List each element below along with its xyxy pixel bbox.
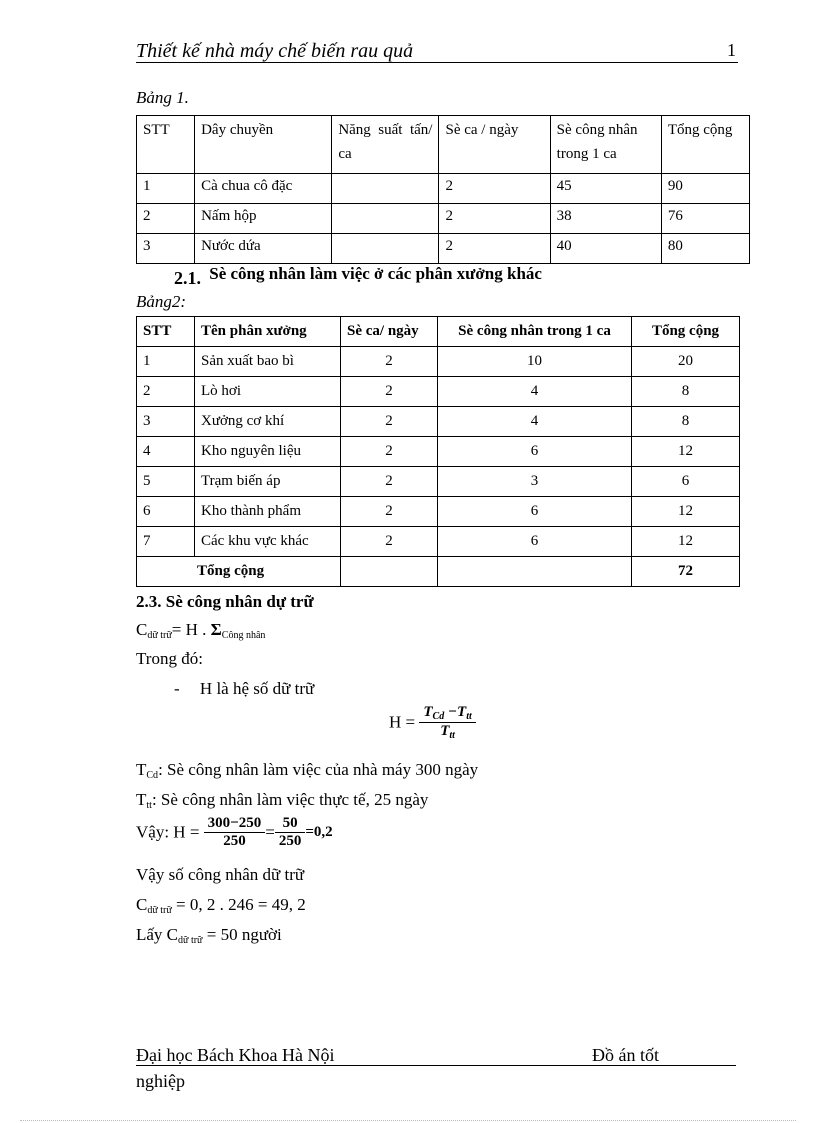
table-cell: 6 [137, 497, 195, 527]
table-cell: Kho thành phẩm [195, 497, 341, 527]
num-t-sub: Cd [432, 711, 445, 722]
lay-text: = 50 người [202, 925, 282, 944]
table-row [137, 437, 740, 467]
table2-total-row [137, 557, 740, 587]
table-cell: Xưởng cơ khí [195, 407, 341, 437]
table-cell: 2 [341, 467, 438, 497]
formula-eq: = H . [171, 620, 211, 639]
table-row [137, 234, 750, 264]
table-cell: 2 [341, 347, 438, 377]
table-cell: Nấm hộp [195, 204, 332, 234]
vay-so-line: Vậy số công nhân dữ trữ [136, 865, 305, 884]
table-cell: Sản xuất bao bì [195, 347, 341, 377]
table-cell: 3 [137, 234, 195, 264]
table-row [137, 407, 740, 437]
vay-eq: = [265, 822, 275, 842]
reserve-formula [136, 620, 265, 641]
table-cell: 6 [438, 497, 632, 527]
table-cell: 20 [632, 347, 740, 377]
vay-den-1: 250 [223, 833, 246, 849]
total-label: Tổng cộng [137, 557, 341, 587]
table-row [137, 204, 750, 234]
table2 [136, 316, 740, 587]
formula-c-sub: dữ trữ [147, 630, 172, 641]
table1-caption: Bảng 1. [136, 88, 189, 107]
h-numerator [419, 704, 475, 723]
table-cell: 4 [438, 377, 632, 407]
vay-formula [136, 815, 333, 850]
table-cell: 12 [632, 437, 740, 467]
tcd-sub: Cd [146, 770, 159, 781]
table1-header: STT [137, 116, 195, 174]
table-cell [341, 557, 438, 587]
table-cell: 2 [439, 174, 550, 204]
table-cell: 6 [438, 527, 632, 557]
header-title: Thiết kế nhà máy chế biến rau quả [136, 40, 414, 62]
table-cell: Cà chua cô đặc [195, 174, 332, 204]
calc-line [136, 895, 306, 916]
den-t: T [440, 723, 450, 739]
table-cell: 1 [137, 174, 195, 204]
table-row [137, 467, 740, 497]
table-cell: 8 [632, 407, 740, 437]
table-cell: 5 [137, 467, 195, 497]
lay-sub: dữ trữ [178, 935, 203, 946]
trong-do-label: Trong đó: [136, 649, 203, 668]
table-cell: 6 [438, 437, 632, 467]
table-cell: 1 [137, 347, 195, 377]
section-number: 2.1. [174, 268, 201, 288]
table-cell: Trạm biến áp [195, 467, 341, 497]
h-denominator [419, 723, 475, 741]
lay-pre: Lấy C [136, 925, 179, 944]
ttt-line [136, 790, 428, 811]
page-header [136, 40, 738, 63]
table1-header: Năng suất tấn/ ca [332, 116, 439, 174]
table2-header: STT [137, 317, 195, 347]
table-cell: 80 [661, 234, 749, 264]
table-cell [332, 204, 439, 234]
bullet-dash: - [174, 679, 180, 698]
table-cell: 2 [341, 407, 438, 437]
table-cell: 12 [632, 497, 740, 527]
vay-den-2: 250 [278, 833, 302, 849]
footer-wrap: nghiệp [136, 1071, 185, 1091]
table2-header: Sè công nhân trong 1 ca [438, 317, 632, 347]
table-cell: 4 [438, 407, 632, 437]
table-cell: 38 [550, 204, 661, 234]
table-cell [438, 557, 632, 587]
table-row [137, 527, 740, 557]
num-minus-t: −T [444, 704, 467, 720]
footer-left: Đại học Bách Khoa Hà Nội [136, 1045, 335, 1065]
table-cell: 4 [137, 437, 195, 467]
page-bottom-divider [20, 1120, 796, 1121]
table-cell: Lò hơi [195, 377, 341, 407]
table-cell: 76 [661, 204, 749, 234]
section-2-1-heading [174, 264, 542, 289]
table-cell: 2 [137, 377, 195, 407]
section-2-3-heading: 2.3. Sè công nhân dự trữ [136, 592, 314, 611]
h-lhs: H = [389, 712, 416, 732]
tcd-line [136, 760, 478, 781]
table-cell: 2 [439, 234, 550, 264]
table1-header: Tổng cộng [661, 116, 749, 174]
tcd-text: : Sè công nhân làm việc của nhà máy 300 ngày [158, 760, 479, 779]
formula-c: C [136, 620, 148, 639]
table-cell: Kho nguyên liệu [195, 437, 341, 467]
table-cell: 2 [439, 204, 550, 234]
total-value: 72 [632, 557, 740, 587]
ttt-t: T [136, 790, 147, 809]
tcd-t: T [136, 760, 147, 779]
vay-fraction-2 [275, 815, 306, 850]
table-cell: 2 [341, 497, 438, 527]
table-cell: 90 [661, 174, 749, 204]
vay-result: =0,2 [305, 824, 333, 840]
vay-fraction-1 [204, 815, 266, 850]
section-title: Sè công nhân làm việc ở các phân xưởng khác [209, 264, 542, 283]
table2-header: Sè ca/ ngày [341, 317, 438, 347]
table1-header: Dây chuyền [195, 116, 332, 174]
table-cell: 2 [341, 377, 438, 407]
table2-header: Tổng cộng [632, 317, 740, 347]
table-row [137, 174, 750, 204]
table-cell: 2 [341, 527, 438, 557]
calc-c: C [136, 895, 148, 914]
formula-sigma-sub: Công nhân [221, 630, 266, 641]
num-t: T [423, 704, 433, 720]
table-row [137, 377, 740, 407]
table2-caption: Bảng2: [136, 292, 187, 311]
lay-line [136, 925, 282, 946]
bullet-item [174, 679, 314, 699]
table-cell: 7 [137, 527, 195, 557]
table-cell: 2 [137, 204, 195, 234]
vay-num-2: 50 [275, 815, 306, 833]
page-number: 1 [727, 40, 736, 60]
table-row [137, 497, 740, 527]
table-cell: 8 [632, 377, 740, 407]
vay-num-1: 300−250 [204, 815, 266, 833]
table1-header-row [137, 116, 750, 174]
table-cell: 6 [632, 467, 740, 497]
table1 [136, 115, 750, 264]
calc-text: = 0, 2 . 246 = 49, 2 [171, 895, 306, 914]
vay-lhs: Vậy: H = [136, 822, 200, 842]
table-cell: 2 [341, 437, 438, 467]
bullet-text: H là hệ số dữ trữ [199, 679, 315, 698]
table1-header: Sè công nhân trong 1 ca [550, 116, 661, 174]
table2-header-row [137, 317, 740, 347]
table-cell: Nước dứa [195, 234, 332, 264]
ttt-text: : Sè công nhân làm việc thực tế, 25 ngày [151, 790, 429, 809]
sigma-symbol: Σ [210, 620, 222, 639]
ttt-sub: tt [146, 800, 152, 811]
table-cell: 10 [438, 347, 632, 377]
table1-header: Sè ca / ngày [439, 116, 550, 174]
table-cell: 40 [550, 234, 661, 264]
table-cell [332, 234, 439, 264]
table-cell: 45 [550, 174, 661, 204]
table-cell: 3 [137, 407, 195, 437]
table-cell: 3 [438, 467, 632, 497]
calc-sub: dữ trữ [147, 905, 172, 916]
table-cell: 12 [632, 527, 740, 557]
footer-right: Đồ án tốt [592, 1045, 659, 1065]
table-cell: Các khu vực khác [195, 527, 341, 557]
num-minus-sub: tt [466, 711, 472, 722]
table-cell [332, 174, 439, 204]
h-fraction [419, 704, 475, 741]
table2-header: Tên phân xưởng [195, 317, 341, 347]
h-formula [389, 704, 476, 741]
table-row [137, 347, 740, 377]
den-t-sub: tt [449, 730, 455, 741]
